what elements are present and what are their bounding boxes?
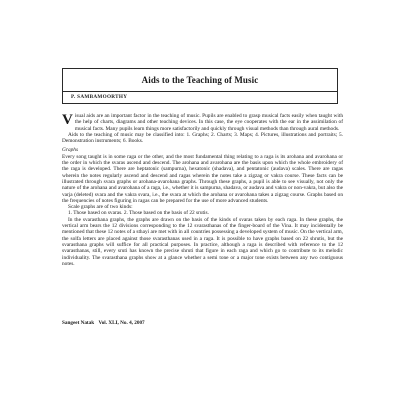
article-header [62,68,338,104]
classification-paragraph: Aids to the teaching of music may be classified into: 1. Graphs; 2. Charts; 3. Maps; 4. Pictures, illustrations and portraits; 5. Demonstration instruments; 6. Books. [62,131,343,145]
graphs-paragraph-2: Scale graphs are of two kinds: [68,204,133,211]
section-heading-graphs: Graphs [62,147,79,154]
intro-text: isual aids are an important factor in the teaching of music. Pupils are enabled to grasp musical facts easily when taught with the help of charts, diagrams and other teaching devices. In this case, the eye cooperates with the ear in the assimilation of musical facts. Many pupils learn things more satisfactorily and quickly through visual methods than through aural methods. [74,113,343,132]
article-title: Aids to the Teaching of Music [141,75,259,85]
page-footer [62,320,145,326]
graphs-paragraph-3: 1. Those based on svaras. 2. Those based on the basis of 22 srutis. [68,210,209,217]
graphs-paragraph-1: Every song taught is in some raga or the other, and the most fundamental thing relating to a raga is its arohana and avarohana or the order in which the svaras ascend and descend. The arohana and avarohana are the basis upon which the whole embroidery of the raga is developed. There are heptatonic (sampurna), hexatonic (shadava), and pentatonic (audava) scales. There are ragas wherein the notes regularly ascend and descend and ragas wherein the notes take a zigzag or vakra course. These facts can be illustrated through svara graphs or arohana-avarohana graphs. Through these graphs, a pupil is able to see visually, not only the nature of the arohana and avarohana of a raga, i.e., whether it is sampurna, shadava, or audava and vakra or non-vakra, but also the varja (deleted) svara and the vakra svara, i.e., the svara at which the arohana or avarohana takes a zigzag course. Graphs based on the frequencies of notes figuring in ragas can be prepared for the use of more advanced students. [62,153,343,204]
article-body [62,113,343,267]
header-divider [63,91,337,92]
article-author: P. SAMBAMOORTHY [71,94,128,100]
graphs-paragraph-4: In the svarasthana graphs, the graphs are drawn on the basis of the kinds of svaras taken by each raga. In these graphs, the vertical arm bears the 12 divisions corresponding to the 12 svarasthanas of the finger-board of the Vina. It may incidentally be mentioned that these 12 notes of a sthayi are met with in all countries possessing a developed system of music. On the vertical arm, the solfa letters are placed against those svarasthanas used in a raga. It is possible to have graphs based on 22 shrutis, but the svarasthana graphs will suffice for all practical purposes. In practice, although a raga is described with reference to the 12 svarasthanas, still, every sruti has known the precise shruti that figure in each raga and which go to contribute to its melodic individuality. The svarasthana graphs show at a glance whether a semi tone or a major tone exists between any two contiguous notes. [62,216,343,267]
journal-name: Sangeet Natak [62,320,95,326]
drop-cap: V [62,112,73,128]
intro-paragraph [62,113,343,132]
journal-volume: Vol. XLI, No. 4, 2007 [98,320,145,326]
